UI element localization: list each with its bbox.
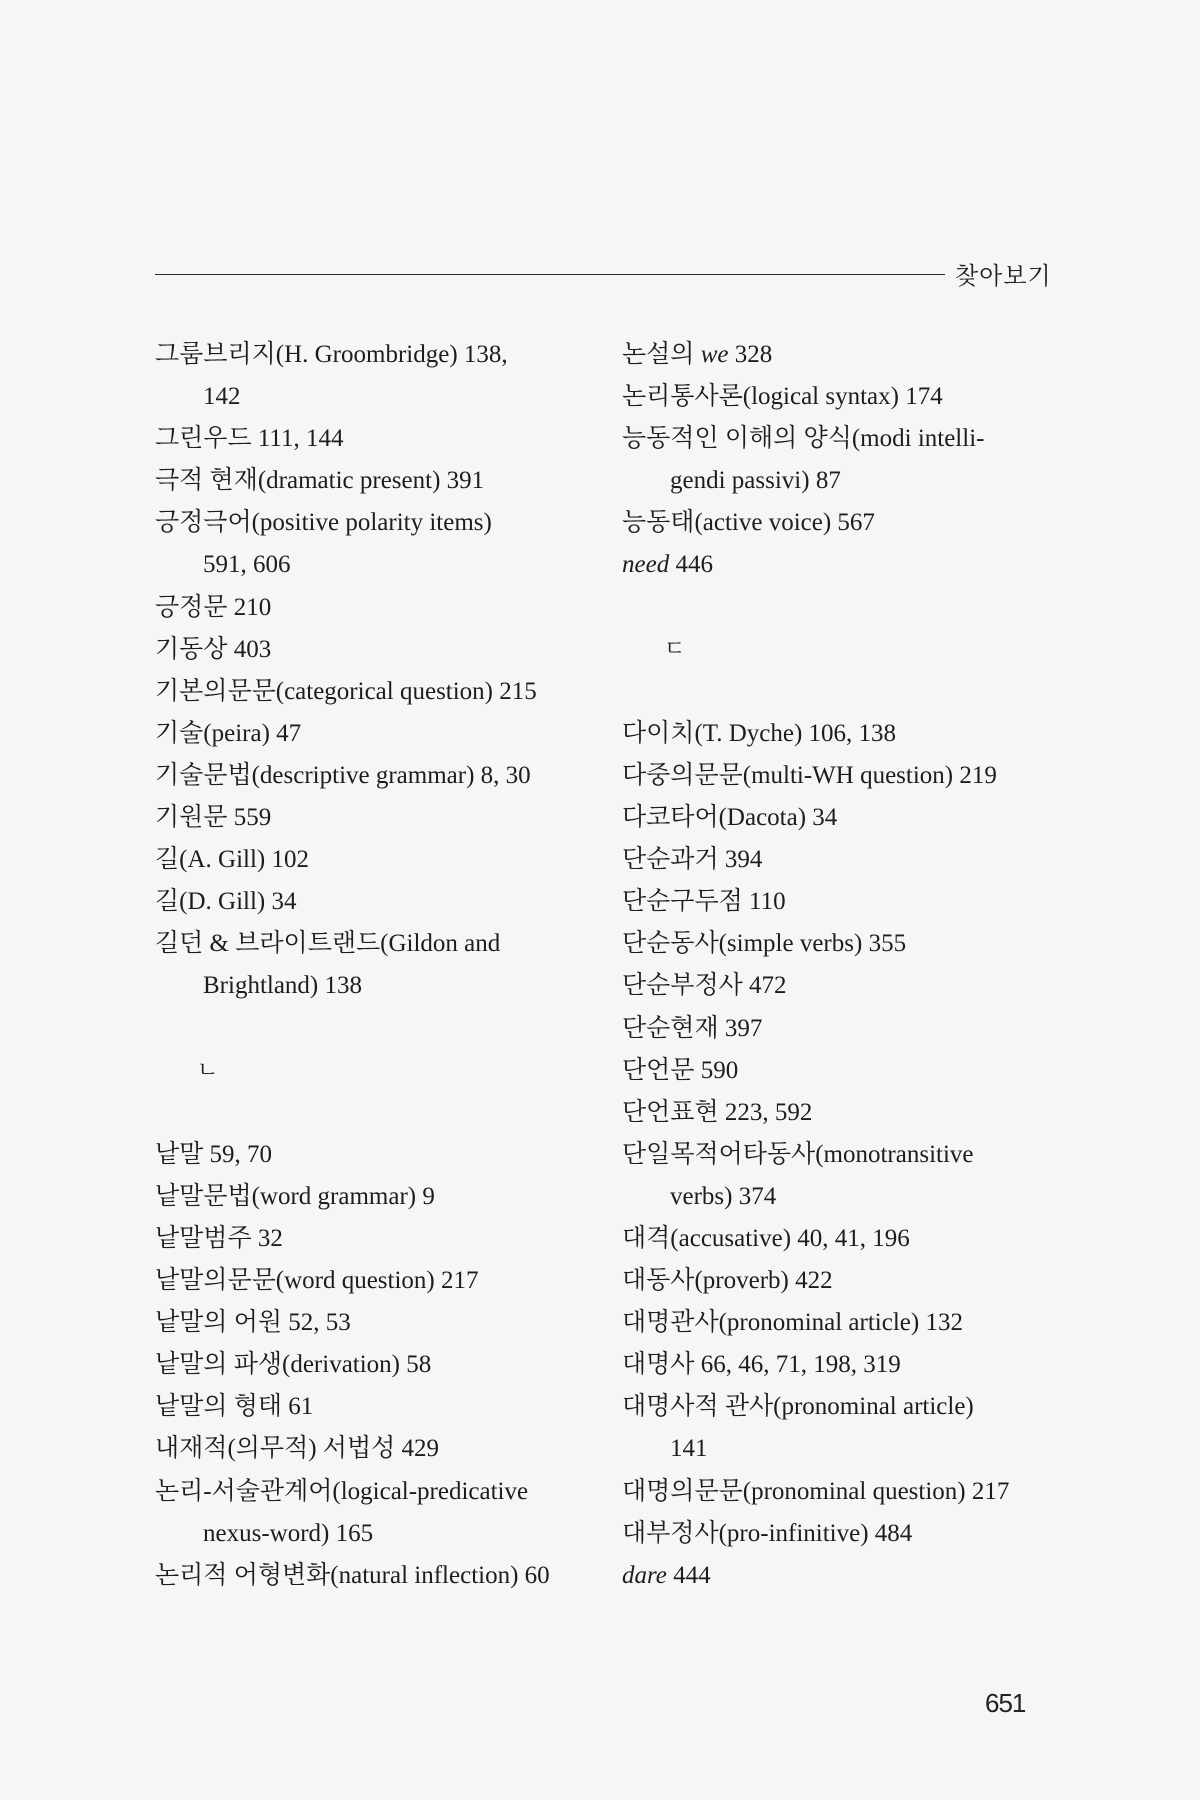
entry-text: 기술문법(descriptive grammar) 8, 30	[155, 761, 531, 789]
index-entry	[155, 629, 605, 671]
index-entry	[155, 334, 605, 376]
index-entry	[155, 881, 605, 923]
entry-text: 다이치(T. Dyche) 106, 138	[622, 719, 897, 747]
index-entry	[155, 755, 605, 797]
entry-text: 길(D. Gill) 34	[155, 888, 297, 916]
index-entry	[155, 460, 605, 502]
index-entry	[155, 1513, 605, 1555]
index-entry	[622, 1176, 1052, 1218]
entry-text: 대부정사(pro-infinitive) 484	[622, 1519, 913, 1547]
index-entry	[622, 1092, 1052, 1134]
entry-text: 단순동사(simple verbs) 355	[622, 930, 907, 958]
index-entry	[622, 1513, 1052, 1555]
entry-text: 논설의	[622, 341, 701, 368]
index-entry	[622, 1050, 1052, 1092]
index-entry	[155, 1471, 605, 1513]
entry-text: 낱말의 어원 52, 53	[155, 1309, 351, 1337]
entry-text: 대격(accusative) 40, 41, 196	[622, 1224, 910, 1252]
entry-text: 기동상 403	[155, 635, 272, 663]
entry-text: 대명관사(pronominal article) 132	[622, 1309, 963, 1337]
entry-text: 길(A. Gill) 102	[155, 846, 309, 874]
index-entry	[622, 418, 1052, 460]
entry-text: 대명사적 관사(pronominal article)	[622, 1393, 974, 1421]
blank-line	[155, 1092, 605, 1134]
entry-text: 다중의문문(multi-WH question) 219	[622, 761, 997, 789]
entry-text: 낱말 59, 70	[155, 1140, 273, 1168]
index-entry	[155, 1428, 605, 1470]
entry-text: 논리-서술관계어(logical-predicative	[155, 1477, 529, 1505]
index-entry	[622, 1555, 1052, 1597]
entry-text: 다코타어(Dacota) 34	[622, 804, 838, 832]
index-entry	[622, 1428, 1052, 1470]
running-header: 찾아보기	[955, 262, 1052, 290]
entry-text: 단언문 590	[622, 1056, 739, 1084]
index-entry	[155, 1302, 605, 1344]
entry-text: 낱말의 형태 61	[155, 1393, 314, 1421]
index-entry	[155, 376, 605, 418]
index-entry	[155, 1260, 605, 1302]
index-entry	[622, 1134, 1052, 1176]
entry-text: 단언표현 223, 592	[622, 1098, 813, 1126]
index-entry	[155, 1176, 605, 1218]
entry-text: 긍정극어(positive polarity items)	[155, 509, 492, 537]
index-entry	[155, 839, 605, 881]
index-entry	[622, 334, 1052, 376]
entry-text: verbs) 374	[670, 1182, 777, 1210]
entry-page-refs: 328	[728, 341, 773, 368]
blank-line	[622, 587, 1052, 629]
index-entry	[622, 839, 1052, 881]
entry-text: 대명의문문(pronominal question) 217	[622, 1477, 1010, 1505]
entry-text: 낱말문법(word grammar) 9	[155, 1182, 435, 1210]
entry-text: 단순부정사 472	[622, 972, 787, 1000]
entry-text: 141	[670, 1435, 708, 1463]
entry-text: 낱말의 파생(derivation) 58	[155, 1351, 432, 1379]
entry-text: 논리통사론(logical syntax) 174	[622, 383, 943, 411]
index-entry	[155, 1386, 605, 1428]
index-entry	[622, 923, 1052, 965]
entry-italic-term: dare	[622, 1561, 667, 1589]
index-entry	[622, 1344, 1052, 1386]
index-entry	[622, 1218, 1052, 1260]
entry-text: 기원문 559	[155, 804, 272, 832]
index-entry	[155, 418, 605, 460]
entry-text: 능동적인 이해의 양식(modi intelli-	[622, 425, 985, 453]
entry-italic-term: need	[622, 551, 670, 579]
index-entry	[622, 965, 1052, 1007]
index-column-right	[622, 334, 1052, 1597]
entry-text: gendi passivi) 87	[670, 467, 841, 495]
entry-text: 낱말범주 32	[155, 1224, 283, 1252]
index-entry	[155, 544, 605, 586]
entry-text: 길던 & 브라이트랜드(Gildon and	[155, 930, 501, 958]
entry-text: 591, 606	[203, 551, 291, 579]
header-rule	[155, 274, 945, 275]
index-entry	[155, 587, 605, 629]
entry-page-refs: 444	[666, 1561, 711, 1589]
index-entry	[622, 502, 1052, 544]
index-section-heading	[622, 629, 1052, 671]
entry-text: 대명사 66, 46, 71, 198, 319	[622, 1351, 901, 1379]
index-entry	[622, 1386, 1052, 1428]
index-entry	[622, 755, 1052, 797]
index-entry	[155, 502, 605, 544]
entry-text: ㄴ	[197, 1057, 219, 1083]
index-entry	[155, 671, 605, 713]
index-entry	[155, 1344, 605, 1386]
entry-page-refs: 446	[669, 551, 713, 579]
entry-text: 단일목적어타동사(monotransitive	[622, 1140, 974, 1168]
index-entry	[622, 1302, 1052, 1344]
page-number: 651	[985, 1688, 1026, 1718]
entry-text: 논리적 어형변화(natural inflection) 60	[155, 1561, 550, 1589]
entry-italic-term: we	[700, 341, 729, 368]
index-entry	[155, 797, 605, 839]
entry-text: 그린우드 111, 144	[155, 425, 344, 453]
index-entry	[622, 1471, 1052, 1513]
blank-line	[622, 671, 1052, 713]
entry-text: 내재적(의무적) 서법성 429	[155, 1435, 440, 1463]
index-column-left	[155, 334, 605, 1597]
index-entry	[155, 923, 605, 965]
entry-text: 긍정문 210	[155, 593, 272, 621]
index-entry	[155, 1218, 605, 1260]
index-entry	[622, 1008, 1052, 1050]
index-entry	[622, 1260, 1052, 1302]
entry-text: 그룸브리지(H. Groombridge) 138,	[155, 341, 508, 368]
entry-text: 단순구두점 110	[622, 888, 786, 916]
entry-text: ㄷ	[664, 636, 686, 662]
entry-text: 단순현재 397	[622, 1014, 763, 1042]
entry-text: 142	[203, 383, 241, 411]
index-entry	[155, 965, 605, 1007]
entry-text: 대동사(proverb) 422	[622, 1267, 833, 1295]
index-entry	[622, 460, 1052, 502]
index-entry	[155, 1555, 605, 1597]
index-entry	[622, 713, 1052, 755]
index-entry	[155, 713, 605, 755]
index-entry	[622, 797, 1052, 839]
entry-text: 단순과거 394	[622, 846, 763, 874]
index-entry	[622, 881, 1052, 923]
entry-text: 극적 현재(dramatic present) 391	[155, 467, 485, 495]
entry-text: 기술(peira) 47	[155, 719, 302, 747]
index-entry	[622, 544, 1052, 586]
entry-text: 낱말의문문(word question) 217	[155, 1267, 479, 1295]
index-entry	[155, 1134, 605, 1176]
entry-text: 능동태(active voice) 567	[622, 509, 875, 537]
index-entry	[622, 376, 1052, 418]
entry-text: Brightland) 138	[203, 972, 363, 1000]
entry-text: 기본의문문(categorical question) 215	[155, 677, 537, 705]
index-section-heading	[155, 1050, 605, 1092]
blank-line	[155, 1008, 605, 1050]
entry-text: nexus-word) 165	[203, 1519, 374, 1547]
